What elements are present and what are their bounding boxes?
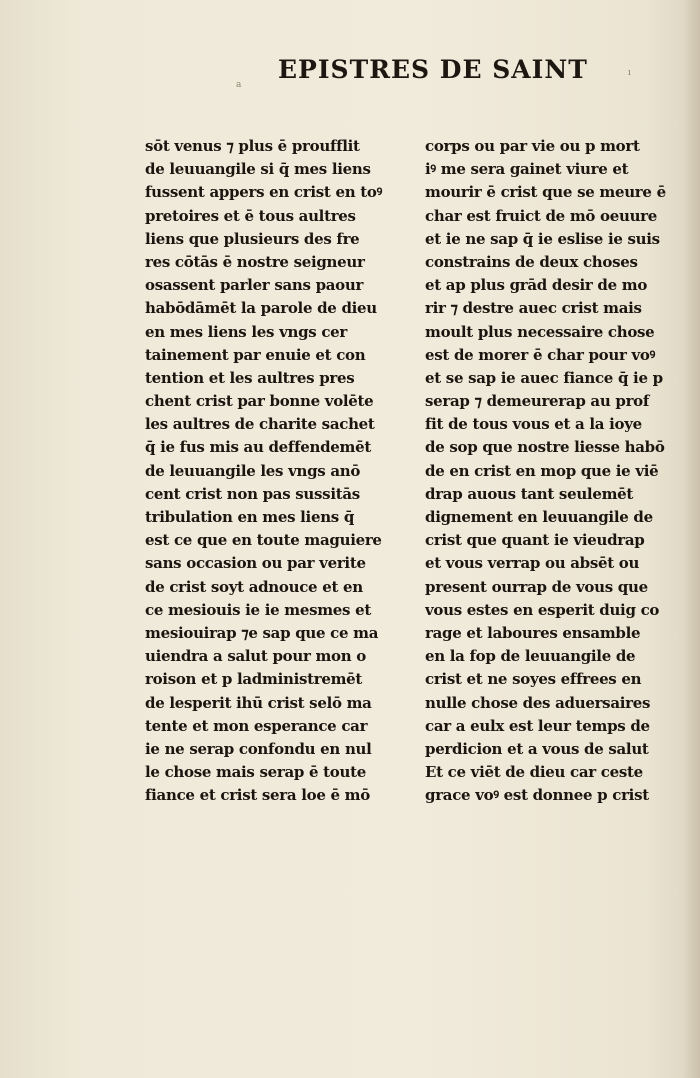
page-gutter-shadow <box>682 0 700 1078</box>
text-line: fiance et crist sera loe ē mō <box>145 786 370 805</box>
text-line: fussent appers en crist en toꝰ <box>145 183 382 202</box>
text-line: res cōtās ē nostre seigneur <box>145 252 365 271</box>
text-line: Et ce viēt de dieu car ceste <box>425 763 643 782</box>
text-line: de crist soyt adnouce et en <box>145 577 363 596</box>
text-line: iꝰ me sera gainet viure et <box>425 160 629 179</box>
text-line: mourir ē crist que se meure ē <box>425 183 666 202</box>
text-line: est ce que en toute maguiere <box>145 531 382 550</box>
text-line: serap ⁊ demeurerap au prof <box>425 392 650 411</box>
text-line: tente et mon esperance car <box>145 716 368 735</box>
text-line: rir ⁊ destre auec crist mais <box>425 299 642 318</box>
text-column-right <box>425 135 680 807</box>
text-line: vous estes en esperit duig co <box>425 600 660 619</box>
text-line: osassent parler sans paour <box>145 276 364 295</box>
text-line: les aultres de charite sachet <box>145 415 375 434</box>
margin-mark-right: ı <box>628 68 631 78</box>
text-line: dignement en leuuangile de <box>425 508 653 526</box>
text-line: present ourrap de vous que <box>425 577 648 596</box>
text-line: sans occasion ou par verite <box>145 554 366 573</box>
text-line: uiendra a salut pour mon o <box>145 647 366 666</box>
text-line: char est fruict de mō oeuure <box>425 206 658 225</box>
text-line: en la fop de leuuangile de <box>425 647 636 666</box>
text-line: roison et p ladministremēt <box>145 670 363 689</box>
text-line: est de morer ē char pour voꝰ <box>425 345 656 364</box>
text-line: et ap plus grād desir de mo <box>425 276 648 295</box>
text-line: habōdāmēt la parole de dieu <box>145 299 377 318</box>
text-line: de sop que nostre liesse habō <box>425 438 665 457</box>
text-line: de leuuangile si q̄ mes liens <box>145 160 371 179</box>
text-line: corps ou par vie ou p mort <box>425 137 640 155</box>
text-line: de leuuangile les vngs anō <box>145 461 361 480</box>
text-line: nulle chose des aduersaires <box>425 693 651 712</box>
text-line: car a eulx est leur temps de <box>425 716 650 735</box>
text-line: tribulation en mes liens q̄ <box>145 508 355 526</box>
text-line: et vous verrap ou absēt ou <box>425 554 640 573</box>
text-line: constrains de deux choses <box>425 252 638 271</box>
text-line: et se sap ie auec fiance q̄ ie p <box>425 368 663 387</box>
margin-mark-left: a <box>236 80 242 90</box>
text-line: mesiouirap ⁊e sap que ce ma <box>145 623 379 642</box>
text-line: crist que quant ie vieudrap <box>425 531 645 550</box>
text-line: en mes liens les vngs cer <box>145 322 348 341</box>
text-line: chent crist par bonne volēte <box>145 392 374 411</box>
text-line: liens que plusieurs des fre <box>145 229 360 248</box>
text-line: et ie ne sap q̄ ie eslise ie suis <box>425 229 660 248</box>
running-head-title: EPISTRES DE SAINT <box>278 55 588 84</box>
text-line: de en crist en mop que ie viē <box>425 461 659 480</box>
text-line: cent crist non pas sussitās <box>145 484 360 503</box>
text-line: grace voꝰ est donnee p crist <box>425 786 649 805</box>
text-line: de lesperit ihū crist selō ma <box>145 693 372 712</box>
text-line: rage et laboures ensamble <box>425 623 641 642</box>
text-line: drap auous tant seulemēt <box>425 484 634 503</box>
text-line: crist et ne soyes effrees en <box>425 670 642 689</box>
text-line: pretoires et ē tous aultres <box>145 206 356 225</box>
text-column-left <box>145 135 400 807</box>
text-line: tainement par enuie et con <box>145 345 366 364</box>
text-line: q̄ ie fus mis au deffendemēt <box>145 438 371 457</box>
text-line: le chose mais serap ē toute <box>145 763 366 782</box>
text-line: moult plus necessaire chose <box>425 322 655 341</box>
text-line: perdicion et a vous de salut <box>425 739 649 758</box>
text-line: ie ne serap confondu en nul <box>145 739 372 758</box>
text-line: sōt venus ⁊ plus ē proufflit <box>145 137 360 155</box>
text-line: fit de tous vous et a la ioye <box>425 415 642 434</box>
text-line: tention et les aultres pres <box>145 368 355 387</box>
text-line: ce mesiouis ie ie mesmes et <box>145 600 371 619</box>
